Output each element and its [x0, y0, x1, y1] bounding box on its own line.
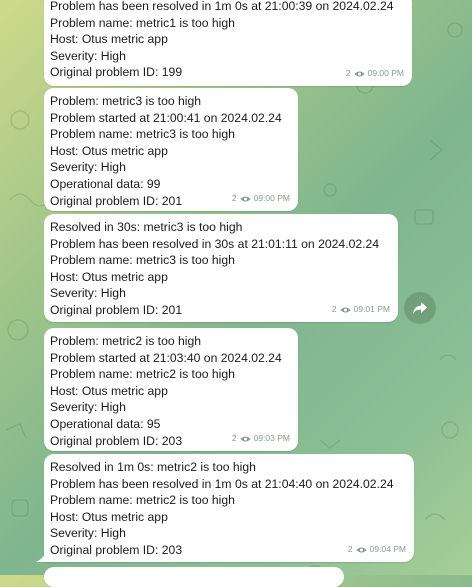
message-line: Severity: High [50, 286, 126, 301]
message-line: Original problem ID: 199 [50, 65, 183, 80]
message-line: Severity: High [50, 160, 126, 175]
message-bubble[interactable] [44, 454, 414, 562]
eye-icon [340, 306, 351, 314]
message-bubble-partial[interactable] [44, 567, 344, 587]
message-meta [232, 190, 290, 207]
message-line: Problem has been resolved in 1m 0s at 21:04:40 on 2024.02.24 [50, 476, 394, 491]
message-line: Resolved in 30s: metric3 is too high [50, 220, 243, 234]
message-bubble[interactable] [44, 328, 298, 451]
message-line: Original problem ID: 203 [50, 433, 183, 448]
view-count: 2 [231, 193, 237, 204]
message-time: 09:03 PM [253, 433, 290, 444]
view-count: 2 [231, 433, 237, 444]
message-meta [332, 301, 390, 318]
message-line: Host: Otus metric app [50, 143, 168, 158]
message-line: Problem: metric2 is too high [50, 334, 202, 348]
bubble-tail [36, 552, 46, 562]
message-bubble[interactable] [44, 0, 412, 86]
eye-icon [240, 195, 251, 203]
message-meta [346, 65, 404, 82]
message-meta [232, 430, 290, 447]
view-count: 2 [347, 544, 353, 555]
message-line: Problem: metric3 is too high [50, 94, 202, 108]
message-line: Original problem ID: 201 [50, 193, 183, 208]
message-time: 09:01 PM [353, 304, 390, 315]
message-line: Host: Otus metric app [50, 509, 168, 524]
message-line: Severity: High [50, 400, 126, 415]
message-line: Problem has been resolved in 30s at 21:01:11 on 2024.02.24 [50, 236, 380, 251]
eye-icon [356, 546, 367, 554]
view-count: 2 [345, 68, 351, 79]
message-line: Problem name: metric3 is too high [50, 127, 235, 142]
message-line: Original problem ID: 201 [50, 302, 183, 317]
message-time: 09:04 PM [369, 544, 406, 555]
message-line: Problem has been resolved in 1m 0s at 21:00:39 on 2024.02.24 [50, 0, 394, 13]
message-meta [348, 541, 406, 558]
message-line: Problem name: metric3 is too high [50, 253, 235, 268]
message-line: Problem name: metric1 is too high [50, 15, 235, 30]
message-time: 09:00 PM [253, 193, 290, 204]
message-line: Severity: High [50, 48, 126, 63]
message-bubble[interactable] [44, 88, 298, 211]
message-line: Host: Otus metric app [50, 269, 168, 284]
share-button[interactable] [404, 292, 436, 324]
message-line: Host: Otus metric app [50, 383, 168, 398]
message-line: Original problem ID: 203 [50, 542, 183, 557]
message-line: Problem started at 21:03:40 on 2024.02.24 [50, 350, 282, 365]
message-line: Operational data: 99 [50, 176, 161, 191]
message-line: Severity: High [50, 526, 126, 541]
share-arrow-icon [412, 301, 428, 315]
message-line: Problem name: metric2 is too high [50, 367, 235, 382]
message-time: 09:00 PM [367, 68, 404, 79]
message-line: Host: Otus metric app [50, 32, 168, 47]
message-line: Problem started at 21:00:41 on 2024.02.24 [50, 110, 282, 125]
message-bubble[interactable] [44, 214, 398, 322]
message-line: Problem name: metric2 is too high [50, 493, 235, 508]
eye-icon [354, 70, 365, 78]
message-line: Operational data: 95 [50, 416, 161, 431]
message-line: Resolved in 1m 0s: metric2 is too high [50, 460, 256, 474]
view-count: 2 [331, 304, 337, 315]
eye-icon [240, 435, 251, 443]
